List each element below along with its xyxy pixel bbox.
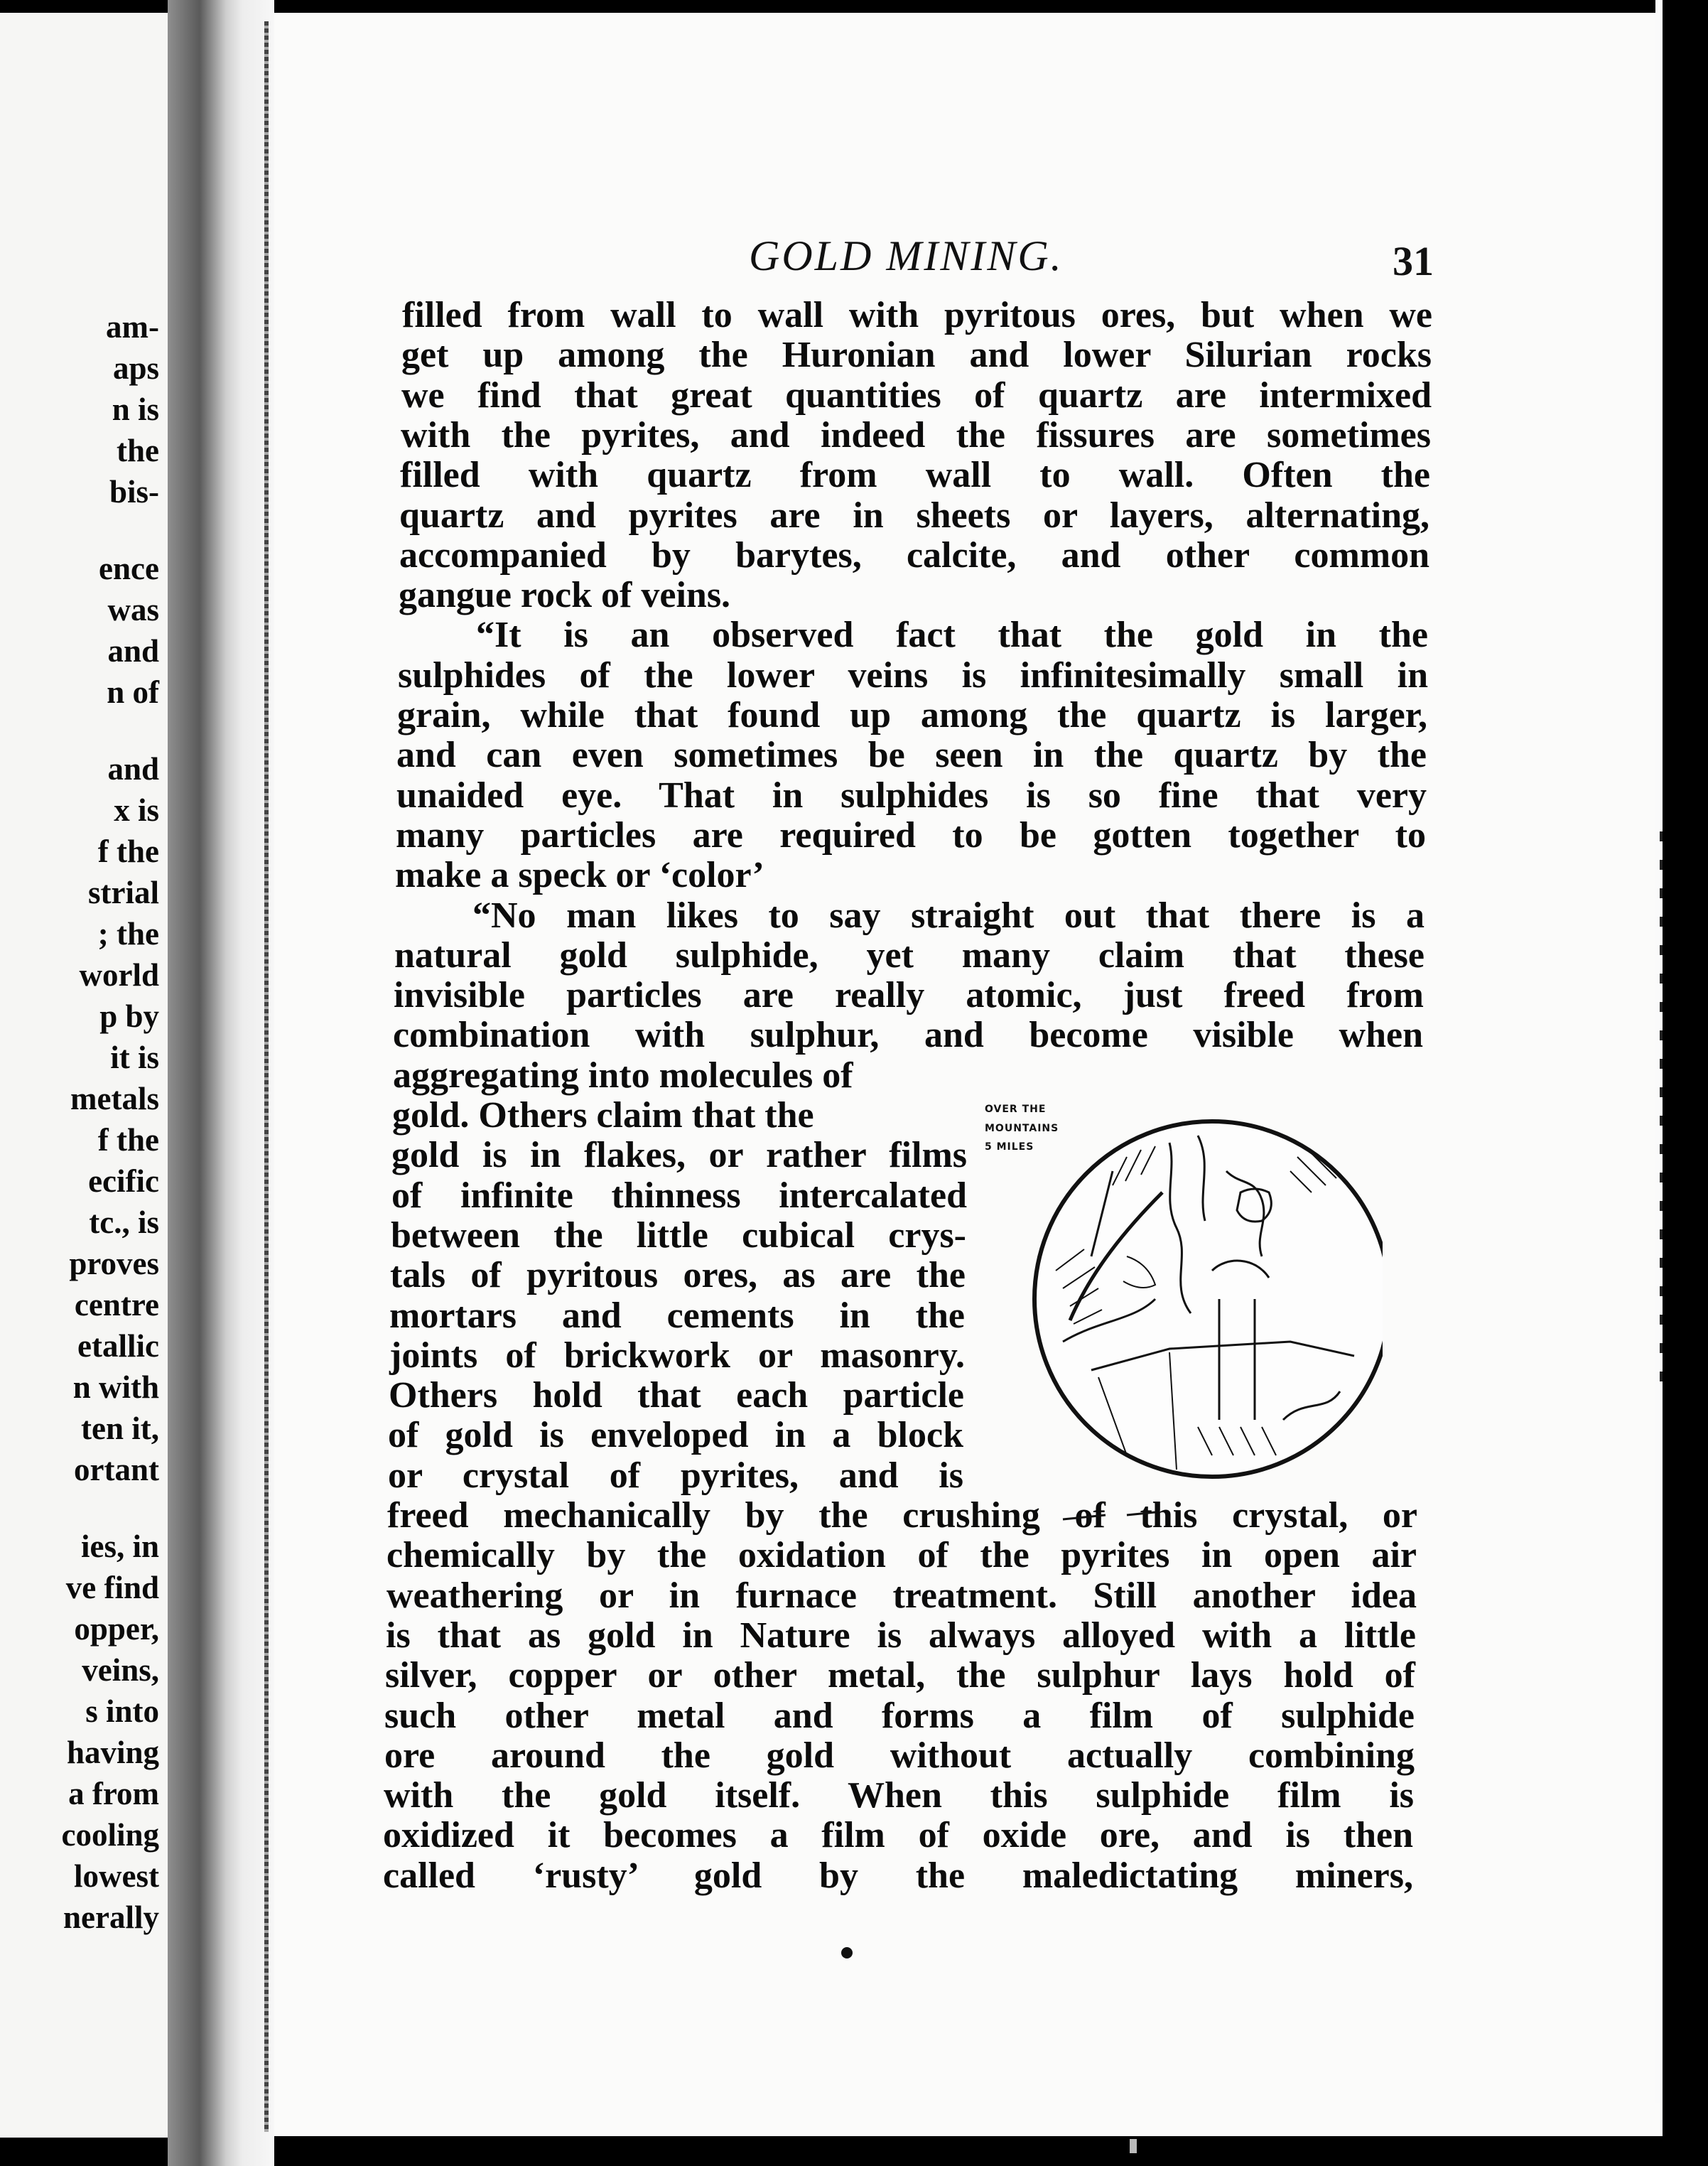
left-page-line: having [66,1735,159,1770]
body-line: called ‘rusty’ gold by the maledictating miners, [383,1855,1413,1896]
body-line: of gold is enveloped in a block [388,1415,963,1456]
body-line: we find that great quantities of quartz are intermixed [401,375,1432,416]
body-line: of infinite thinness intercalated [391,1175,967,1216]
illustration-caption-line: 5 MILES [985,1141,1034,1153]
left-page-line: opper, [74,1611,159,1647]
body-line: mortars and cements in the [389,1295,965,1336]
body-line: oxidized it becomes a film of oxide ore, and is then [383,1815,1413,1856]
left-page-line: world [79,957,159,993]
body-line: between the little cubical crys- [391,1214,966,1256]
scan-border [1663,0,1708,2166]
left-page-line: f the [97,834,159,869]
body-line: joints of brickwork or masonry. [389,1335,965,1376]
illustration-caption [985,1100,1127,1157]
left-page-line: and [107,751,159,787]
left-page-line: and [107,633,159,669]
body-line: with the gold itself. When this sulphide film is [384,1775,1414,1816]
body-line: combination with sulphur, and become visible when [393,1015,1423,1056]
body-line: many particles are required to be gotten together to [396,814,1426,856]
body-line: weathering or in furnace treatment. Still another idea [387,1575,1417,1616]
body-line: natural gold sulphide, yet many claim that these [394,934,1425,976]
page-number: 31 [1393,238,1434,284]
left-page-line: p by [99,998,159,1034]
left-page-line: f the [97,1122,159,1158]
body-line: such other metal and forms a film of sulphide [384,1695,1415,1736]
left-page-line: the [117,433,159,468]
left-page-line: bis- [109,474,159,510]
left-page-line: aps [112,350,159,386]
scan-artifact [1130,2139,1137,2153]
illustration-caption-line: MOUNTAINS [985,1122,1059,1134]
left-page-line: nerally [63,1900,159,1935]
body-line: filled with quartz from wall to wall. Often the [400,455,1430,496]
left-page-line: ve find [65,1570,159,1605]
running-head: GOLD MINING. [749,232,1064,279]
body-line: unaided eye. That in sulphides is so fine that very [396,775,1427,816]
right-page [274,13,1674,2136]
body-line: tals of pyritous ores, as are the [390,1255,966,1296]
body-line: quartz and pyrites are in sheets or layers, alternating, [399,495,1429,536]
body-line: and can even sometimes be seen in the quartz by the [396,735,1427,776]
left-page-line: proves [69,1246,159,1281]
body-line: ore around the gold without actually combining [384,1735,1415,1776]
left-page-line: ortant [74,1452,159,1487]
body-line: gold is in flakes, or rather films [391,1135,967,1176]
body-line: “No man likes to say straight out that there is a [472,895,1425,936]
left-page-fragment [0,13,168,2138]
body-line: gold. Others claim that the [392,1095,814,1136]
left-page-line: am- [106,309,159,345]
left-page-line: ; the [97,916,159,952]
left-page-line: etallic [77,1328,159,1364]
left-page-line: ecific [88,1163,159,1199]
gutter-stitching [264,21,269,2132]
body-line: make a speck or ‘color’ [395,855,764,896]
ink-dot [841,1947,853,1958]
body-line: is that as gold in Nature is always alloyed with a little [386,1615,1416,1656]
left-page-line: s into [85,1693,159,1729]
left-page-line: strial [88,875,159,910]
left-page-line: was [107,592,159,627]
left-page-line: veins, [82,1652,159,1688]
body-line: get up among the Huronian and lower Silurian rocks [401,335,1432,376]
book-gutter [168,0,274,2166]
body-line: Others hold that each particle [389,1375,964,1416]
left-page-line: n with [72,1369,159,1405]
left-page-line: tc., is [89,1205,159,1240]
illustration [985,1086,1383,1526]
body-line: aggregating into molecules of [393,1055,853,1096]
left-page-line: n of [107,674,159,710]
left-page-line: ence [99,551,159,586]
left-page-line: metals [70,1081,159,1116]
body-line: freed mechanically by the crushing of this crystal, or [387,1495,1417,1536]
body-line: filled from wall to wall with pyritous ores, but when we [402,295,1432,335]
body-line: sulphides of the lower veins is infinitesimally small in [398,654,1428,696]
left-page-line: cooling [61,1817,159,1853]
left-page-line: ten it, [81,1411,159,1446]
left-page-line: it is [110,1040,159,1075]
left-page-line: a from [68,1776,159,1811]
body-line: gangue rock of veins. [399,575,731,616]
body-line: with the pyrites, and indeed the fissures are sometimes [401,414,1431,456]
left-page-line: ies, in [80,1529,159,1564]
body-line: invisible particles are really atomic, just freed from [394,975,1424,1016]
left-page-line: n is [112,392,159,427]
body-line: accompanied by barytes, calcite, and other common [399,534,1429,576]
body-line: “It is an observed fact that the gold in the [476,615,1428,656]
left-page-line: x is [114,792,159,828]
left-page-line: lowest [74,1858,159,1894]
left-page-line: centre [74,1287,159,1322]
body-line: chemically by the oxidation of the pyrites in open air [387,1535,1417,1576]
body-line: silver, copper or other metal, the sulphur lays hold of [385,1655,1415,1696]
body-line: or crystal of pyrites, and is [388,1455,963,1496]
body-line: grain, while that found up among the quartz is larger, [397,695,1427,736]
illustration-caption-line: OVER THE [985,1104,1047,1115]
